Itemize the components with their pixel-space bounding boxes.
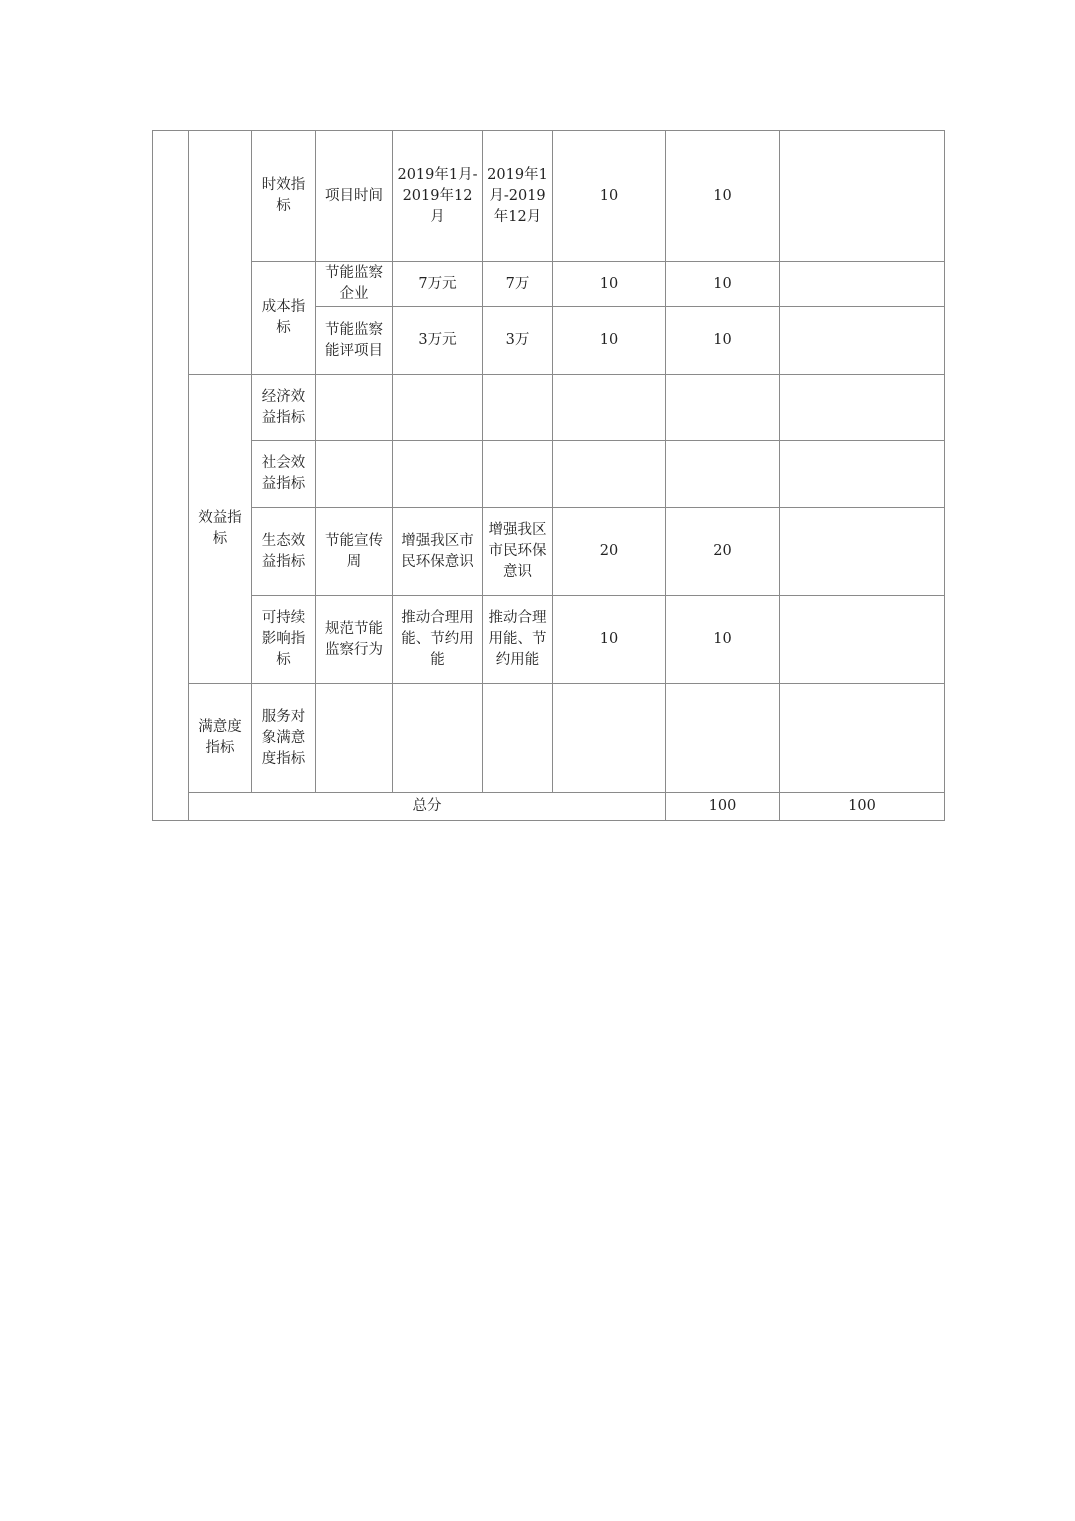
target-value: 3万元 [393, 307, 483, 375]
item-label: 节能宣传周 [316, 508, 393, 596]
total-row [153, 793, 945, 821]
weight-value [553, 684, 666, 793]
performance-indicator-table [152, 130, 945, 821]
actual-value [483, 375, 553, 441]
remark-cell [780, 375, 945, 441]
table-row [153, 441, 945, 508]
indicator-label: 服务对象满意度指标 [252, 684, 316, 793]
table-row [153, 684, 945, 793]
indicator-label: 成本指标 [252, 262, 316, 375]
actual-value: 增强我区市民环保意识 [483, 508, 553, 596]
target-value [393, 375, 483, 441]
item-label: 项目时间 [316, 131, 393, 262]
indicator-label: 经济效益指标 [252, 375, 316, 441]
remark-cell [780, 596, 945, 684]
indicator-label: 生态效益指标 [252, 508, 316, 596]
target-value: 7万元 [393, 262, 483, 307]
actual-value: 7万 [483, 262, 553, 307]
score-value [666, 441, 780, 508]
score-value: 10 [666, 131, 780, 262]
remark-cell [780, 684, 945, 793]
weight-value: 10 [553, 262, 666, 307]
table-row [153, 508, 945, 596]
weight-value [553, 375, 666, 441]
item-label [316, 441, 393, 508]
item-label: 节能监察能评项目 [316, 307, 393, 375]
indicator-label: 时效指标 [252, 131, 316, 262]
indicator-label: 社会效益指标 [252, 441, 316, 508]
total-score: 100 [780, 793, 945, 821]
remark-cell [780, 262, 945, 307]
target-value [393, 441, 483, 508]
total-weight: 100 [666, 793, 780, 821]
remark-cell [780, 508, 945, 596]
indicator-label: 可持续影响指标 [252, 596, 316, 684]
item-label: 节能监察企业 [316, 262, 393, 307]
target-value: 增强我区市民环保意识 [393, 508, 483, 596]
table-row [153, 131, 945, 262]
weight-value: 20 [553, 508, 666, 596]
output-category-cell [189, 131, 252, 375]
item-label [316, 684, 393, 793]
score-value: 10 [666, 307, 780, 375]
actual-value [483, 684, 553, 793]
item-label [316, 375, 393, 441]
score-value: 10 [666, 596, 780, 684]
remark-cell [780, 131, 945, 262]
table-row [153, 375, 945, 441]
item-label: 规范节能监察行为 [316, 596, 393, 684]
table-row [153, 596, 945, 684]
remark-cell [780, 307, 945, 375]
total-label: 总分 [189, 793, 666, 821]
target-value [393, 684, 483, 793]
target-value: 推动合理用能、节约用能 [393, 596, 483, 684]
weight-value: 10 [553, 596, 666, 684]
target-value: 2019年1月-2019年12月 [393, 131, 483, 262]
weight-value: 10 [553, 131, 666, 262]
actual-value: 3万 [483, 307, 553, 375]
weight-value [553, 441, 666, 508]
actual-value [483, 441, 553, 508]
actual-value: 2019年1月-2019年12月 [483, 131, 553, 262]
remark-cell [780, 441, 945, 508]
score-value: 10 [666, 262, 780, 307]
score-value [666, 684, 780, 793]
first-level-indicator-cell [153, 131, 189, 821]
weight-value: 10 [553, 307, 666, 375]
table-row [153, 262, 945, 307]
score-value: 20 [666, 508, 780, 596]
category-label: 满意度指标 [189, 684, 252, 793]
category-label: 效益指标 [189, 375, 252, 684]
actual-value: 推动合理用能、节约用能 [483, 596, 553, 684]
score-value [666, 375, 780, 441]
